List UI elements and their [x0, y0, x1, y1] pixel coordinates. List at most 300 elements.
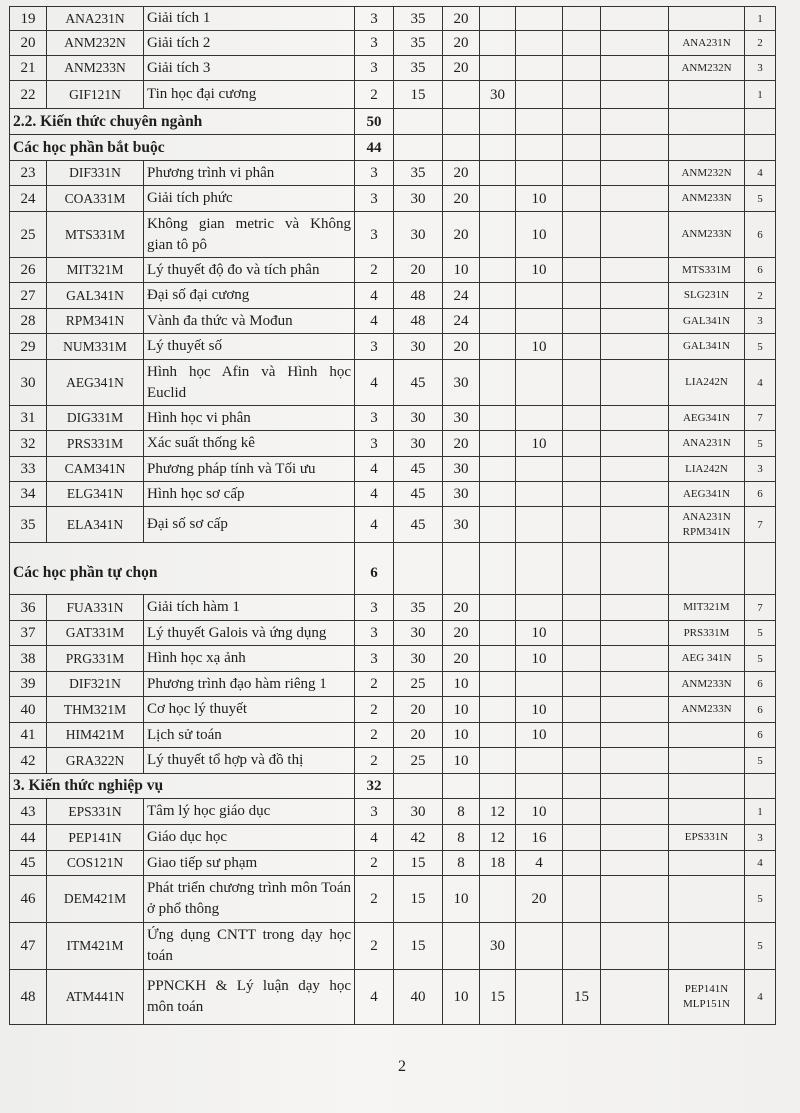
course-credits: 4: [355, 309, 394, 334]
course-row: [10, 646, 776, 672]
empty-cell: [443, 109, 480, 135]
semester: 1: [745, 7, 776, 31]
course-credits: 3: [355, 621, 394, 646]
course-number: 31: [10, 406, 47, 431]
course-row: [10, 748, 776, 774]
semester: 3: [745, 309, 776, 334]
seminar-hours: [516, 507, 563, 543]
course-name: Giải tích 2: [144, 31, 355, 56]
prerequisite: AEG 341N: [669, 646, 745, 672]
course-number: 32: [10, 431, 47, 457]
course-code: ELG341N: [47, 482, 144, 507]
course-number: 21: [10, 56, 47, 81]
course-number: 25: [10, 212, 47, 258]
course-code: ANM233N: [47, 56, 144, 81]
course-name: Phương trình vi phân: [144, 161, 355, 186]
course-row: [10, 309, 776, 334]
lecture-hours: 15: [394, 923, 443, 970]
empty-cell: [563, 135, 601, 161]
project-hours: [563, 283, 601, 309]
course-row: [10, 723, 776, 748]
seminar-hours: [516, 457, 563, 482]
course-credits: 3: [355, 186, 394, 212]
lecture-hours: 15: [394, 851, 443, 876]
prerequisite: ANM233N: [669, 672, 745, 697]
empty-cell: [516, 135, 563, 161]
empty-cell: [394, 543, 443, 595]
lecture-hours: 30: [394, 406, 443, 431]
prerequisite: [669, 748, 745, 774]
exercise-hours: 8: [443, 799, 480, 825]
internship-hours: [601, 7, 669, 31]
course-code: CAM341N: [47, 457, 144, 482]
empty-cell: [669, 109, 745, 135]
course-credits: 4: [355, 482, 394, 507]
course-credits: 4: [355, 507, 394, 543]
course-number: 19: [10, 7, 47, 31]
course-name: Đại số đại cương: [144, 283, 355, 309]
prerequisite: EPS331N: [669, 825, 745, 851]
empty-cell: [443, 135, 480, 161]
course-number: 45: [10, 851, 47, 876]
practice-hours: [480, 360, 516, 406]
course-row: [10, 186, 776, 212]
prerequisite: AEG341N: [669, 406, 745, 431]
internship-hours: [601, 851, 669, 876]
empty-cell: [601, 135, 669, 161]
course-credits: 2: [355, 876, 394, 923]
course-name: Lý thuyết độ đo và tích phân: [144, 258, 355, 283]
internship-hours: [601, 697, 669, 723]
project-hours: [563, 851, 601, 876]
prerequisite: [669, 851, 745, 876]
lecture-hours: 25: [394, 672, 443, 697]
course-credits: 3: [355, 595, 394, 621]
course-number: 28: [10, 309, 47, 334]
lecture-hours: 40: [394, 970, 443, 1025]
course-code: DIG331M: [47, 406, 144, 431]
project-hours: [563, 309, 601, 334]
curriculum-table: [9, 6, 776, 1025]
course-number: 34: [10, 482, 47, 507]
practice-hours: [480, 309, 516, 334]
semester: 3: [745, 457, 776, 482]
section-credits: 44: [355, 135, 394, 161]
internship-hours: [601, 56, 669, 81]
project-hours: [563, 406, 601, 431]
seminar-hours: 10: [516, 646, 563, 672]
internship-hours: [601, 970, 669, 1025]
course-number: 36: [10, 595, 47, 621]
project-hours: [563, 876, 601, 923]
practice-hours: [480, 161, 516, 186]
practice-hours: [480, 31, 516, 56]
project-hours: [563, 431, 601, 457]
course-row: [10, 621, 776, 646]
seminar-hours: [516, 672, 563, 697]
internship-hours: [601, 799, 669, 825]
semester: 1: [745, 799, 776, 825]
practice-hours: [480, 482, 516, 507]
course-number: 23: [10, 161, 47, 186]
course-code: GIF121N: [47, 81, 144, 109]
project-hours: 15: [563, 970, 601, 1025]
semester: 6: [745, 212, 776, 258]
project-hours: [563, 7, 601, 31]
prerequisite: ANM233N: [669, 186, 745, 212]
course-code: ANM232N: [47, 31, 144, 56]
course-name: Giao tiếp sư phạm: [144, 851, 355, 876]
internship-hours: [601, 406, 669, 431]
internship-hours: [601, 431, 669, 457]
project-hours: [563, 825, 601, 851]
section-row: [10, 109, 776, 135]
seminar-hours: 10: [516, 431, 563, 457]
seminar-hours: [516, 360, 563, 406]
practice-hours: [480, 507, 516, 543]
course-code: ELA341N: [47, 507, 144, 543]
semester: 5: [745, 431, 776, 457]
exercise-hours: 10: [443, 258, 480, 283]
semester: 1: [745, 81, 776, 109]
course-name: Phát triển chương trình môn Toán ở phổ thông: [144, 876, 355, 923]
course-code: AEG341N: [47, 360, 144, 406]
empty-cell: [669, 774, 745, 799]
practice-hours: [480, 748, 516, 774]
project-hours: [563, 723, 601, 748]
exercise-hours: 10: [443, 697, 480, 723]
empty-cell: [563, 109, 601, 135]
page-number: 2: [398, 1058, 406, 1075]
section-row: [10, 543, 776, 595]
project-hours: [563, 595, 601, 621]
course-code: COA331M: [47, 186, 144, 212]
empty-cell: [394, 109, 443, 135]
exercise-hours: 30: [443, 457, 480, 482]
prerequisite: LIA242N: [669, 457, 745, 482]
course-code: ITM421M: [47, 923, 144, 970]
course-code: GAT331M: [47, 621, 144, 646]
course-credits: 4: [355, 825, 394, 851]
seminar-hours: [516, 923, 563, 970]
empty-cell: [669, 135, 745, 161]
internship-hours: [601, 672, 669, 697]
lecture-hours: 15: [394, 81, 443, 109]
course-name: Tâm lý học giáo dục: [144, 799, 355, 825]
empty-cell: [563, 774, 601, 799]
course-number: 41: [10, 723, 47, 748]
prerequisite: MIT321M: [669, 595, 745, 621]
course-credits: 2: [355, 81, 394, 109]
section-row: [10, 135, 776, 161]
section-row: [10, 774, 776, 799]
prerequisite: PRS331M: [669, 621, 745, 646]
lecture-hours: 35: [394, 7, 443, 31]
empty-cell: [480, 774, 516, 799]
course-number: 40: [10, 697, 47, 723]
course-name: Giáo dục học: [144, 825, 355, 851]
exercise-hours: 10: [443, 748, 480, 774]
lecture-hours: 20: [394, 258, 443, 283]
project-hours: [563, 334, 601, 360]
project-hours: [563, 799, 601, 825]
course-name: Hình học sơ cấp: [144, 482, 355, 507]
course-credits: 3: [355, 334, 394, 360]
exercise-hours: 20: [443, 595, 480, 621]
course-credits: 3: [355, 161, 394, 186]
seminar-hours: 10: [516, 723, 563, 748]
course-name: Xác suất thống kê: [144, 431, 355, 457]
empty-cell: [443, 543, 480, 595]
project-hours: [563, 360, 601, 406]
empty-cell: [601, 774, 669, 799]
internship-hours: [601, 186, 669, 212]
exercise-hours: 20: [443, 334, 480, 360]
practice-hours: 18: [480, 851, 516, 876]
practice-hours: [480, 646, 516, 672]
course-code: NUM331M: [47, 334, 144, 360]
empty-cell: [601, 543, 669, 595]
exercise-hours: [443, 923, 480, 970]
semester: 7: [745, 507, 776, 543]
course-number: 43: [10, 799, 47, 825]
prerequisite: [669, 723, 745, 748]
section-credits: 50: [355, 109, 394, 135]
seminar-hours: [516, 406, 563, 431]
seminar-hours: [516, 283, 563, 309]
lecture-hours: 30: [394, 799, 443, 825]
project-hours: [563, 697, 601, 723]
course-credits: 3: [355, 56, 394, 81]
practice-hours: 30: [480, 923, 516, 970]
seminar-hours: [516, 595, 563, 621]
practice-hours: [480, 595, 516, 621]
empty-cell: [669, 543, 745, 595]
practice-hours: [480, 723, 516, 748]
practice-hours: [480, 672, 516, 697]
course-number: 39: [10, 672, 47, 697]
course-row: [10, 7, 776, 31]
prerequisite: MTS331M: [669, 258, 745, 283]
semester: 5: [745, 621, 776, 646]
course-name: Phương pháp tính và Tối ưu: [144, 457, 355, 482]
prerequisite: [669, 7, 745, 31]
course-code: MTS331M: [47, 212, 144, 258]
internship-hours: [601, 81, 669, 109]
seminar-hours: [516, 309, 563, 334]
course-number: 22: [10, 81, 47, 109]
exercise-hours: 10: [443, 672, 480, 697]
project-hours: [563, 31, 601, 56]
empty-cell: [745, 109, 776, 135]
empty-cell: [480, 109, 516, 135]
course-row: [10, 672, 776, 697]
lecture-hours: 45: [394, 360, 443, 406]
course-row: [10, 360, 776, 406]
course-code: FUA331N: [47, 595, 144, 621]
course-name: Hình học Afin và Hình học Euclid: [144, 360, 355, 406]
course-credits: 2: [355, 748, 394, 774]
course-code: MIT321M: [47, 258, 144, 283]
course-row: [10, 595, 776, 621]
prerequisite: GAL341N: [669, 309, 745, 334]
lecture-hours: 45: [394, 457, 443, 482]
course-credits: 3: [355, 799, 394, 825]
semester: 4: [745, 161, 776, 186]
internship-hours: [601, 334, 669, 360]
prerequisite: [669, 923, 745, 970]
course-number: 20: [10, 31, 47, 56]
empty-cell: [745, 774, 776, 799]
course-code: RPM341N: [47, 309, 144, 334]
lecture-hours: 42: [394, 825, 443, 851]
course-credits: 4: [355, 457, 394, 482]
semester: 6: [745, 723, 776, 748]
section-credits: 6: [355, 543, 394, 595]
empty-cell: [601, 109, 669, 135]
project-hours: [563, 621, 601, 646]
course-code: DIF331N: [47, 161, 144, 186]
course-row: [10, 161, 776, 186]
course-row: [10, 970, 776, 1025]
practice-hours: [480, 56, 516, 81]
exercise-hours: 24: [443, 283, 480, 309]
internship-hours: [601, 621, 669, 646]
prerequisite: [669, 81, 745, 109]
semester: 2: [745, 283, 776, 309]
seminar-hours: 10: [516, 799, 563, 825]
exercise-hours: 20: [443, 31, 480, 56]
exercise-hours: 10: [443, 876, 480, 923]
exercise-hours: 30: [443, 406, 480, 431]
practice-hours: [480, 406, 516, 431]
prerequisite: SLG231N: [669, 283, 745, 309]
course-row: [10, 825, 776, 851]
course-name: Giải tích phức: [144, 186, 355, 212]
practice-hours: [480, 431, 516, 457]
lecture-hours: 20: [394, 723, 443, 748]
exercise-hours: 30: [443, 507, 480, 543]
course-credits: 3: [355, 431, 394, 457]
course-credits: 3: [355, 31, 394, 56]
internship-hours: [601, 876, 669, 923]
course-row: [10, 56, 776, 81]
course-code: PEP141N: [47, 825, 144, 851]
empty-cell: [394, 774, 443, 799]
course-code: THM321M: [47, 697, 144, 723]
course-code: PRS331M: [47, 431, 144, 457]
project-hours: [563, 212, 601, 258]
semester: 5: [745, 646, 776, 672]
course-row: [10, 507, 776, 543]
semester: 3: [745, 56, 776, 81]
section-title: 2.2. Kiến thức chuyên ngành: [10, 109, 355, 135]
course-row: [10, 212, 776, 258]
course-code: GAL341N: [47, 283, 144, 309]
lecture-hours: 30: [394, 621, 443, 646]
course-code: DEM421M: [47, 876, 144, 923]
course-number: 44: [10, 825, 47, 851]
section-title: 3. Kiến thức nghiệp vụ: [10, 774, 355, 799]
course-name: Giải tích hàm 1: [144, 595, 355, 621]
prerequisite: LIA242N: [669, 360, 745, 406]
course-code: PRG331M: [47, 646, 144, 672]
section-title: Các học phần tự chọn: [10, 543, 355, 595]
exercise-hours: 20: [443, 621, 480, 646]
project-hours: [563, 258, 601, 283]
project-hours: [563, 748, 601, 774]
semester: 3: [745, 825, 776, 851]
course-row: [10, 799, 776, 825]
internship-hours: [601, 283, 669, 309]
internship-hours: [601, 482, 669, 507]
project-hours: [563, 507, 601, 543]
internship-hours: [601, 360, 669, 406]
internship-hours: [601, 723, 669, 748]
exercise-hours: 10: [443, 970, 480, 1025]
course-name: Hình học xạ ảnh: [144, 646, 355, 672]
course-row: [10, 258, 776, 283]
prerequisite: ANA231N: [669, 431, 745, 457]
course-row: [10, 431, 776, 457]
project-hours: [563, 81, 601, 109]
exercise-hours: 20: [443, 7, 480, 31]
practice-hours: [480, 697, 516, 723]
lecture-hours: 30: [394, 431, 443, 457]
internship-hours: [601, 31, 669, 56]
course-row: [10, 283, 776, 309]
course-credits: 2: [355, 723, 394, 748]
course-credits: 3: [355, 212, 394, 258]
empty-cell: [563, 543, 601, 595]
seminar-hours: [516, 81, 563, 109]
project-hours: [563, 923, 601, 970]
course-name: Phương trình đạo hàm riêng 1: [144, 672, 355, 697]
course-code: ATM441N: [47, 970, 144, 1025]
course-number: 30: [10, 360, 47, 406]
seminar-hours: 4: [516, 851, 563, 876]
empty-cell: [516, 774, 563, 799]
course-row: [10, 851, 776, 876]
project-hours: [563, 161, 601, 186]
course-code: GRA322N: [47, 748, 144, 774]
semester: 6: [745, 258, 776, 283]
exercise-hours: 20: [443, 186, 480, 212]
course-name: Cơ học lý thuyết: [144, 697, 355, 723]
course-name: Vành đa thức và Mođun: [144, 309, 355, 334]
exercise-hours: 20: [443, 56, 480, 81]
practice-hours: [480, 876, 516, 923]
empty-cell: [745, 543, 776, 595]
seminar-hours: [516, 970, 563, 1025]
seminar-hours: [516, 161, 563, 186]
practice-hours: [480, 457, 516, 482]
seminar-hours: 16: [516, 825, 563, 851]
seminar-hours: [516, 482, 563, 507]
internship-hours: [601, 309, 669, 334]
course-row: [10, 482, 776, 507]
seminar-hours: [516, 7, 563, 31]
practice-hours: [480, 212, 516, 258]
course-credits: 3: [355, 646, 394, 672]
course-name: Lịch sử toán: [144, 723, 355, 748]
semester: 7: [745, 406, 776, 431]
project-hours: [563, 56, 601, 81]
semester: 7: [745, 595, 776, 621]
semester: 5: [745, 748, 776, 774]
seminar-hours: 10: [516, 334, 563, 360]
prerequisite: ANM232N: [669, 56, 745, 81]
